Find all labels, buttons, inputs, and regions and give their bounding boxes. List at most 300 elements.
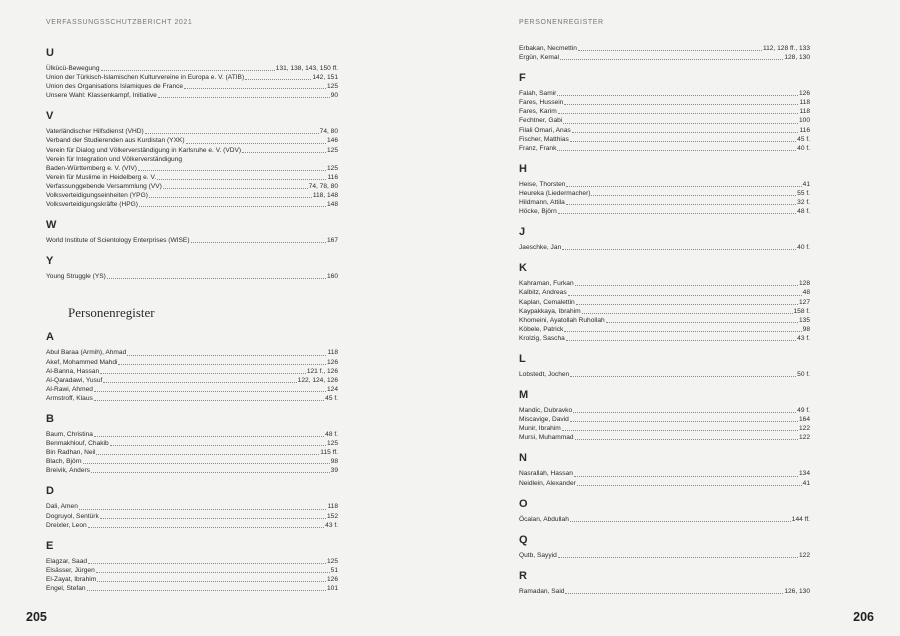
entry-pages: 126 (326, 575, 338, 583)
index-entry (46, 457, 338, 466)
entry-name: Verein für Integration und Völkerverständigung (46, 155, 182, 163)
index-entry (519, 116, 810, 125)
leader-dots (100, 512, 326, 519)
entry-name: Bin Radhan, Neil (46, 449, 96, 457)
entry-pages: 74, 80 (319, 128, 338, 136)
leader-dots (558, 551, 798, 558)
index-entry (46, 439, 338, 448)
index-entry (519, 189, 810, 198)
entry-name: Verfassunggebende Versammlung (VV) (46, 182, 162, 190)
section-letter: N (519, 452, 527, 465)
entry-name: Union der Türkisch-Islamischen Kulturvereine in Europa e. V. (ATIB) (46, 74, 245, 82)
index-entry (519, 279, 810, 288)
index-entry (46, 136, 338, 145)
entry-name: Baum, Christina (46, 430, 93, 438)
entry-pages: 51 (330, 566, 338, 574)
entry-pages: 121 f., 126 (306, 367, 338, 375)
entry-name: Benmakhlouf, Chakib (46, 440, 109, 448)
leader-dots (572, 126, 799, 133)
entry-pages: 115 ff. (320, 449, 338, 457)
section-letter: A (46, 331, 54, 344)
index-entry (46, 182, 338, 191)
leader-dots (558, 107, 799, 114)
leader-dots (570, 415, 798, 422)
entry-name: Kaypakkaya, Ibrahim (519, 307, 581, 315)
index-entry (519, 424, 810, 433)
section-letter: O (519, 497, 528, 510)
entry-name: Elsässer, Jürgen (46, 566, 95, 574)
entry-name: Akef, Mohammed Mahdi (46, 358, 118, 366)
entry-name: Union des Organisations Islamiques de France (46, 83, 184, 91)
entry-name: Ramadan, Said (519, 587, 565, 595)
leader-dots (573, 406, 796, 413)
entry-pages: 134 (798, 470, 810, 478)
entry-pages: 148 (326, 201, 338, 209)
entry-name: Volksverteidigungskräfte (HPG) (46, 201, 138, 209)
entry-pages: 158 f. (793, 307, 810, 315)
entry-pages: 98 (802, 325, 810, 333)
entry-name: Vaterländischer Hilfsdienst (VHD) (46, 128, 144, 136)
entry-pages: 128 (798, 280, 810, 288)
index-entry (46, 394, 338, 403)
leader-dots (564, 325, 801, 332)
leader-dots (577, 479, 802, 486)
entry-pages: 118 (799, 99, 810, 107)
entry-name: Mandic, Dubravko (519, 407, 573, 415)
register-section (519, 72, 810, 153)
index-entry (46, 367, 338, 376)
leader-dots (566, 198, 796, 205)
person-register-sections-left (46, 331, 338, 593)
index-entry (519, 207, 810, 216)
index-entry (46, 82, 338, 91)
register-section (46, 47, 338, 100)
entry-pages: 126, 130 (784, 587, 810, 595)
section-letter: F (519, 72, 526, 85)
index-entry (519, 316, 810, 325)
index-entry (46, 448, 338, 457)
index-entry (46, 200, 338, 209)
leader-dots (103, 376, 296, 383)
entry-pages: 118 (799, 108, 810, 116)
leader-dots (88, 521, 324, 528)
leader-dots (79, 502, 327, 509)
entry-name: Fischer, Matthias (519, 135, 569, 143)
index-entry (519, 433, 810, 442)
entry-name: Breivik, Anders (46, 467, 90, 475)
register-section (519, 226, 810, 252)
entry-name: Miscavige, David (519, 416, 569, 424)
index-entry (46, 521, 338, 530)
page-number-left: 205 (26, 610, 47, 624)
entry-pages: 43 f. (797, 334, 810, 342)
entry-name: Höcke, Björn (519, 208, 557, 216)
index-entry (46, 146, 338, 155)
entry-pages: 45 f. (325, 394, 338, 402)
index-entry (46, 376, 338, 385)
section-letter: B (46, 412, 54, 425)
entry-pages: 122 (798, 434, 810, 442)
entry-pages: 142, 151 (312, 74, 338, 82)
leader-dots (107, 272, 326, 279)
entry-pages: 50 f. (797, 370, 810, 378)
entry-pages: 144 ff. (791, 515, 810, 523)
index-entry (519, 515, 810, 524)
leader-dots (570, 515, 791, 522)
entry-name: Fechtner, Gabi (519, 117, 563, 125)
leader-dots (127, 348, 326, 355)
index-entry (519, 325, 810, 334)
entry-name: Abul Baraa (Armih), Ahmad (46, 349, 127, 357)
leader-dots (591, 189, 796, 196)
index-entry (46, 385, 338, 394)
entry-name: Qutb, Sayyid (519, 551, 557, 559)
entry-pages: 164 (798, 416, 810, 424)
entry-pages: 49 f. (797, 407, 810, 415)
entry-pages: 125 (326, 557, 338, 565)
leader-dots (94, 385, 326, 392)
leader-dots (562, 424, 798, 431)
entry-name: Verein für Muslime in Heidelberg e. V. (46, 173, 157, 181)
index-entry (46, 164, 338, 173)
index-entry (46, 236, 338, 245)
leader-dots (96, 566, 330, 573)
register-section (46, 485, 338, 529)
entry-name: Ülkücü-Bewegung (46, 65, 100, 72)
entry-name: Fares, Karim (519, 108, 557, 116)
entry-pages: 128, 130 (784, 54, 810, 62)
entry-name: Kahraman, Furkan (519, 280, 574, 288)
entry-pages: 39 (330, 467, 338, 475)
running-head-right: PERSONENREGISTER (519, 19, 604, 26)
index-entry (46, 64, 338, 73)
leader-dots (138, 164, 326, 171)
leader-dots (242, 146, 326, 153)
entry-name: Blach, Björn (46, 458, 82, 466)
entry-name: Neidlein, Alexander (519, 479, 576, 487)
register-section (519, 452, 810, 487)
entry-pages: 122, 124, 126 (297, 376, 338, 384)
entry-name: Falah, Samir (519, 90, 557, 98)
entry-pages: 32 f. (797, 199, 810, 207)
right-column (519, 44, 810, 606)
leader-dots (101, 64, 275, 71)
entry-pages: 146 (326, 137, 338, 145)
section-letter: D (46, 485, 54, 498)
entry-pages: 125 (326, 83, 338, 91)
entry-pages: 74, 78, 80 (308, 182, 338, 190)
index-entry (46, 557, 338, 566)
entry-pages: 48 f. (797, 208, 810, 216)
section-letter: M (519, 389, 529, 402)
index-entry (519, 551, 810, 560)
index-entry (46, 348, 338, 357)
index-entry (519, 298, 810, 307)
entry-pages: 122 (798, 425, 810, 433)
page-number-right: 206 (853, 610, 874, 624)
entry-pages: 116 (327, 173, 338, 181)
index-entry (519, 243, 810, 252)
leader-dots (157, 173, 326, 180)
entry-name: Dreixler, Leon (46, 521, 87, 529)
register-section (46, 413, 338, 475)
leader-dots (149, 191, 312, 198)
entry-name: Köbele, Patrick (519, 325, 564, 333)
leader-dots (582, 307, 793, 314)
entry-pages: 90 (330, 92, 338, 100)
entry-name: Nasrallah, Hassan (519, 470, 573, 478)
entry-name: Heise, Thorsten (519, 180, 566, 188)
entry-name: Unsere Wahl: Klassenkampf, Initiative (46, 92, 157, 100)
leader-dots (562, 243, 796, 250)
leader-dots (83, 457, 330, 464)
index-entry (519, 53, 810, 62)
index-entry (46, 272, 338, 281)
entry-name: Volksverteidigungseinheiten (YPG) (46, 192, 148, 200)
entry-name: Filali Omari, Anas (519, 126, 571, 134)
leader-dots (563, 116, 798, 123)
entry-pages: 131, 138, 143, 150 ff. (275, 65, 338, 72)
leader-dots (576, 298, 798, 305)
register-section (519, 570, 810, 596)
leader-dots (88, 557, 326, 564)
section-letter: W (46, 219, 57, 232)
entry-name: Erbakan, Necmettin (519, 45, 577, 52)
entry-name: World Institute of Scientology Enterprises (WISE) (46, 237, 190, 245)
entry-name: Mursi, Muhammad (519, 434, 574, 442)
leader-dots (568, 288, 802, 295)
index-entry (519, 198, 810, 207)
register-section (519, 389, 810, 442)
leader-dots (186, 136, 326, 143)
entry-pages: 101 (326, 585, 338, 592)
index-entry (519, 98, 810, 107)
entry-name: Khomeini, Ayatollah Ruhollah (519, 316, 605, 324)
index-entry (46, 502, 338, 511)
section-letter: J (519, 226, 526, 239)
index-entry (519, 288, 810, 297)
entry-pages: 112, 128 ff., 133 (762, 45, 810, 52)
leader-dots (575, 279, 798, 286)
leader-dots (557, 89, 798, 96)
entry-pages: 98 (330, 458, 338, 466)
continued-entries (519, 44, 810, 62)
section-letter: L (519, 352, 526, 365)
index-entry (519, 370, 810, 379)
entry-name: Baden-Württemberg e. V. (VIV) (46, 164, 138, 172)
index-entry (519, 415, 810, 424)
index-entry (519, 406, 810, 415)
leader-dots (578, 44, 762, 51)
leader-dots (606, 316, 798, 323)
entry-pages: 40 f. (797, 144, 810, 152)
entry-pages: 125 (326, 146, 338, 154)
leader-dots (557, 144, 796, 151)
entry-name: Al-Banna, Hassan (46, 367, 100, 375)
leader-dots (97, 575, 326, 582)
section-letter: V (46, 110, 54, 123)
entry-pages: 127 (798, 298, 810, 306)
entry-pages: 41 (802, 180, 810, 188)
section-letter: U (46, 47, 54, 59)
leader-dots (564, 98, 798, 105)
index-entry (46, 566, 338, 575)
leader-dots (118, 358, 326, 365)
index-entry (519, 44, 810, 53)
leader-dots (566, 180, 801, 187)
entry-pages: 126 (326, 358, 338, 366)
index-entry (46, 358, 338, 367)
section-letter: K (519, 262, 527, 275)
index-entry (519, 144, 810, 153)
entry-name: Kalbitz, Andreas (519, 289, 567, 297)
leader-dots (560, 53, 783, 60)
index-entry (46, 512, 338, 521)
leader-dots (110, 439, 326, 446)
entry-pages: 100 (798, 117, 810, 125)
entry-name: Young Struggle (YS) (46, 273, 106, 281)
index-entry (519, 89, 810, 98)
entry-name: Krolzig, Sascha (519, 334, 565, 342)
entry-pages: 125 (326, 440, 338, 448)
section-letter: H (519, 162, 527, 175)
leader-dots (245, 73, 311, 80)
section-letter: Q (519, 533, 528, 546)
register-section (519, 534, 810, 560)
section-letter: Y (46, 255, 54, 268)
organisation-register-sections (46, 47, 338, 281)
entry-pages: 167 (326, 237, 338, 245)
entry-name: Engel, Stefan (46, 585, 86, 592)
entry-pages: 45 f. (797, 135, 810, 143)
entry-pages: 116 (799, 126, 810, 134)
leader-dots (184, 82, 326, 89)
entry-name: Dogruyol, Sentürk (46, 512, 99, 520)
leader-dots (570, 135, 796, 142)
index-entry (46, 575, 338, 584)
right-page (450, 0, 900, 636)
index-entry (46, 73, 338, 82)
entry-pages: 122 (798, 551, 810, 559)
leader-dots (191, 236, 326, 243)
index-entry (519, 469, 810, 478)
entry-name: El-Zayat, Ibrahim (46, 575, 97, 583)
index-entry (519, 334, 810, 343)
leader-dots (574, 469, 798, 476)
entry-name: Ergün, Kemal (519, 54, 559, 62)
entry-pages: 135 (798, 316, 810, 324)
leader-dots (100, 367, 306, 374)
leader-dots (158, 91, 330, 98)
index-entry (46, 466, 338, 475)
entry-name: Hildmann, Attila (519, 199, 565, 207)
entry-name: Munir, Ibrahim (519, 425, 561, 433)
entry-pages: 118 (327, 349, 338, 357)
register-section (519, 163, 810, 216)
index-entry (519, 135, 810, 144)
leader-dots (94, 394, 324, 401)
entry-pages: 160 (326, 273, 338, 281)
index-entry (519, 180, 810, 189)
running-head-left: VERFASSUNGSSCHUTZBERICHT 2021 (46, 19, 193, 26)
entry-pages: 152 (326, 512, 338, 520)
person-register-sections-right (519, 72, 810, 596)
index-entry (519, 107, 810, 116)
entry-pages: 124 (326, 385, 338, 393)
register-section (46, 331, 338, 403)
entry-name: Fares, Hussein (519, 99, 564, 107)
leader-dots (87, 584, 326, 591)
entry-name: Öcalan, Abdullah (519, 515, 569, 523)
leader-dots (575, 433, 798, 440)
entry-name: Armstroff, Klaus (46, 394, 93, 402)
entry-pages: 48 (802, 289, 810, 297)
entry-name: Heureka (Liedermacher) (519, 189, 591, 197)
leader-dots (139, 200, 326, 207)
entry-name: Al-Qaradawi, Yusuf (46, 376, 103, 384)
entry-pages: 126 (798, 90, 810, 98)
entry-pages: 41 (802, 479, 810, 487)
entry-pages: 125 (326, 164, 338, 172)
entry-name: Elagzar, Saad (46, 557, 88, 565)
section-letter: E (46, 539, 54, 552)
index-entry (46, 430, 338, 439)
register-section (519, 353, 810, 379)
index-entry (46, 155, 338, 164)
register-section (46, 255, 338, 281)
index-entry (46, 191, 338, 200)
entry-name: Verein für Dialog und Völkerverständigung in Karlsruhe e. V. (VDV) (46, 146, 242, 154)
entry-name: Dali, Amen (46, 503, 78, 511)
entry-pages: 48 f. (325, 430, 338, 438)
left-column (46, 47, 338, 603)
register-section (46, 219, 338, 245)
entry-pages: 43 f. (325, 521, 338, 529)
index-entry (519, 587, 810, 596)
index-entry (519, 479, 810, 488)
index-entry (46, 584, 338, 593)
index-entry (46, 127, 338, 136)
leader-dots (94, 430, 324, 437)
entry-pages: 55 f. (797, 189, 810, 197)
leader-dots (163, 182, 308, 189)
leader-dots (566, 334, 796, 341)
entry-pages: 118 (327, 503, 338, 511)
register-section (46, 110, 338, 209)
person-register-heading: Personenregister (68, 305, 155, 321)
index-entry (519, 126, 810, 135)
leader-dots (570, 370, 796, 377)
leader-dots (96, 448, 319, 455)
index-entry (46, 91, 338, 100)
entry-name: Al-Rawi, Ahmed (46, 385, 93, 393)
section-letter: R (519, 569, 527, 582)
entry-pages: 118, 148 (312, 192, 338, 200)
entry-name: Lobstedt, Jochen (519, 370, 570, 378)
entry-name: Jaeschke, Jan (519, 244, 562, 252)
leader-dots (565, 587, 783, 594)
entry-name: Kaplan, Cemalettin (519, 298, 575, 306)
register-section (519, 498, 810, 524)
leader-dots (91, 466, 330, 473)
leader-dots (558, 207, 796, 214)
entry-name: Franz, Frank (519, 144, 557, 152)
index-entry (46, 173, 338, 182)
entry-name: Verband der Studierenden aus Kurdistan (YXK) (46, 137, 185, 145)
register-section (519, 262, 810, 343)
index-entry (519, 307, 810, 316)
register-section (46, 540, 338, 593)
